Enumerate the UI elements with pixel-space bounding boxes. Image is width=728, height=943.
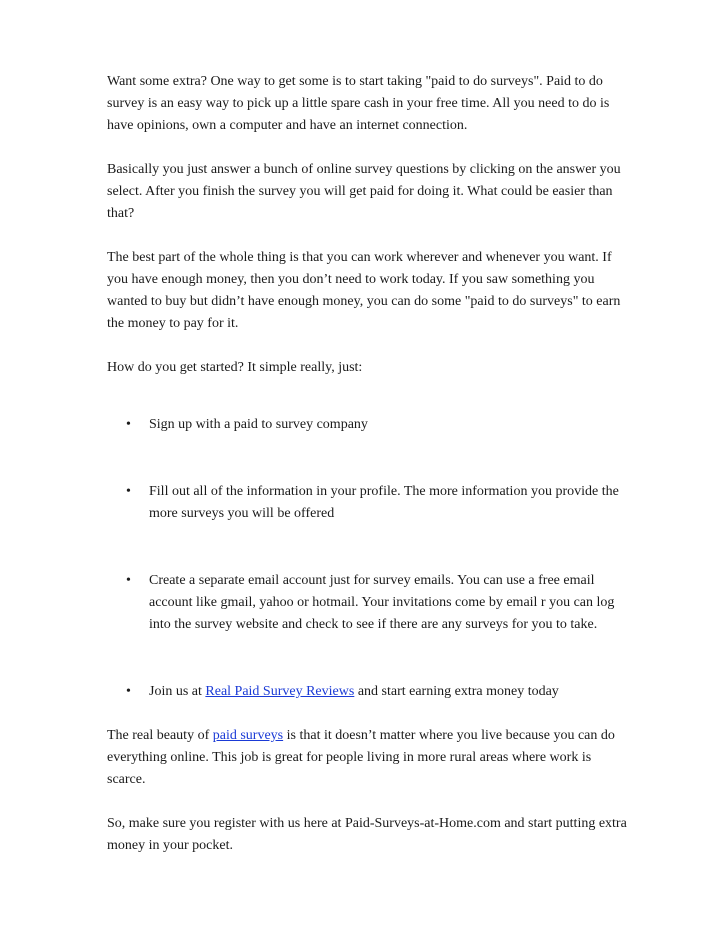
real-paid-survey-reviews-link[interactable]: Real Paid Survey Reviews (205, 684, 355, 699)
bullet-icon: • (126, 484, 131, 499)
list-item (107, 681, 627, 703)
list-item (107, 570, 627, 636)
list-item-text-prefix: Join us at (149, 684, 206, 699)
document-page (107, 71, 627, 879)
list-item-text: Sign up with a paid to survey company (149, 417, 368, 432)
how-it-works-paragraph: Basically you just answer a bunch of online survey questions by clicking on the answer you select. After you finish the survey you will get paid for doing it. What could be easier than that? (107, 162, 621, 221)
bullet-icon: • (126, 417, 131, 432)
paid-surveys-link[interactable]: paid surveys (212, 728, 284, 743)
getting-started-question: How do you get started? It simple really, just: (107, 360, 363, 375)
benefits-paragraph: The best part of the whole thing is that you can work wherever and whenever you want. If you have enough money, then you don’t need to work today. If you saw something you wanted to buy but didn’t have enough money, you can do some "paid to do surveys" to earn the money to pay for it. (107, 250, 621, 331)
list-item (107, 481, 627, 525)
closing-paragraph: So, make sure you register with us here at Paid-Surveys-at-Home.com and start putting extra money in your pocket. (107, 816, 627, 853)
list-item-text: Fill out all of the information in your profile. The more information you provide the more surveys you will be offered (149, 484, 619, 521)
bullet-icon: • (126, 573, 131, 588)
list-item-text: Create a separate email account just for survey emails. You can use a free email account like gmail, yahoo or hotmail. Your invitations come by email r you can log into the survey website and check to see if there are any surveys for you to take. (149, 573, 615, 632)
intro-paragraph: Want some extra? One way to get some is to start taking "paid to do surveys". Paid to do survey is an easy way to pick up a little spare cash in your free time. All you need to do is have opinions, own a computer and have an internet connection. (107, 74, 610, 133)
paragraph-suffix: is that it doesn’t matter where you live because you can do everything online. This job is great for people living in more rural areas where work is scarce. (107, 728, 615, 787)
list-item (107, 414, 627, 436)
real-beauty-paragraph (107, 725, 627, 791)
list-item-text-suffix: and start earning extra money today (354, 684, 559, 699)
bullet-icon: • (126, 684, 131, 699)
paragraph-prefix: The real beauty of (107, 728, 213, 743)
